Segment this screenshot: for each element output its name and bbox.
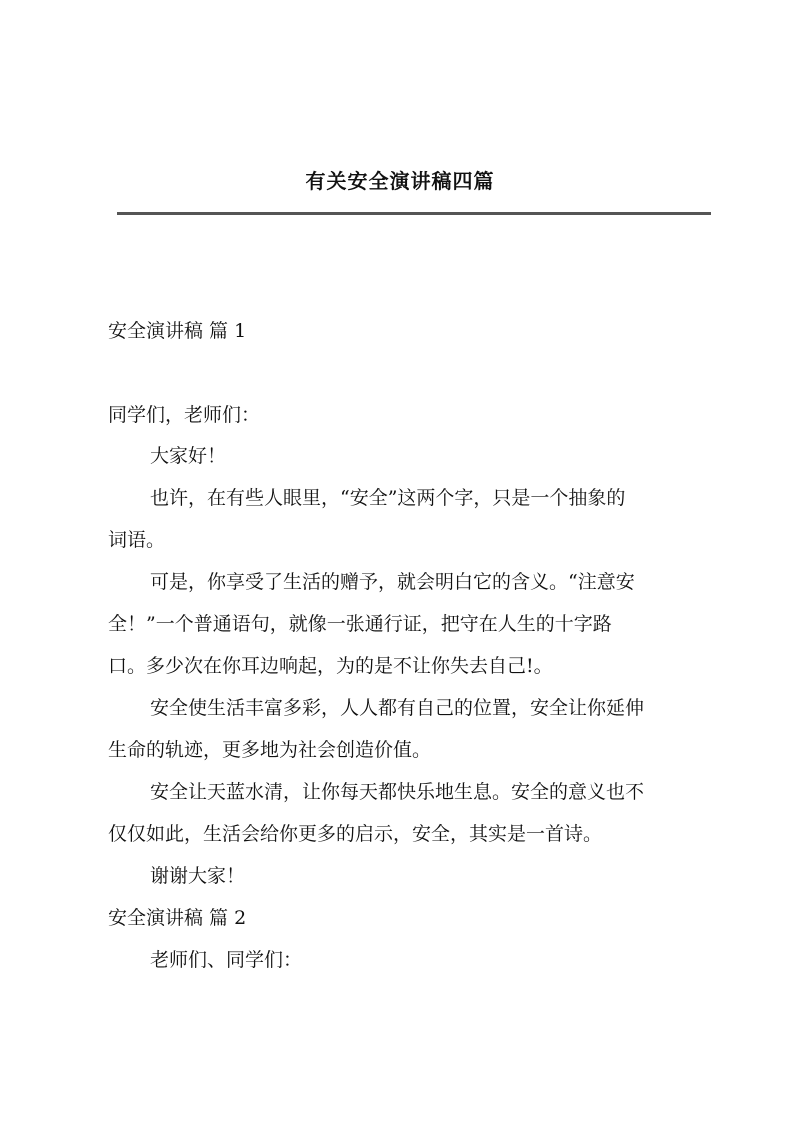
salutation-1: 同学们，老师们： <box>108 404 261 426</box>
section-1-heading: 安全演讲稿 篇 1 <box>108 320 247 342</box>
closing-thanks: 谢谢大家！ <box>150 865 246 887</box>
paragraph-4-line-2: 仅仅如此，生活会给你更多的启示，安全，其实是一首诗。 <box>108 823 603 845</box>
paragraph-2-line-3: 口。多少次在你耳边响起，为的是不让你失去自己!。 <box>108 655 553 677</box>
paragraph-1-line-1: 也许，在有些人眼里，“安全”这两个字，只是一个抽象的 <box>150 487 626 509</box>
title-divider <box>117 212 711 215</box>
paragraph-2-line-2: 全！”一个普通语句，就像一张通行证，把守在人生的十字路 <box>108 613 612 635</box>
paragraph-1-line-2: 词语。 <box>108 529 166 551</box>
paragraph-3-line-2: 生命的轨迹，更多地为社会创造价值。 <box>108 739 432 761</box>
greeting: 大家好！ <box>150 445 227 467</box>
section-2-heading: 安全演讲稿 篇 2 <box>108 907 247 929</box>
paragraph-2-line-1: 可是，你享受了生活的赠予，就会明白它的含义。“注意安 <box>150 571 635 593</box>
salutation-2: 老师们、同学们： <box>150 949 303 971</box>
document-title: 有关安全演讲稿四篇 <box>305 169 495 193</box>
paragraph-4-line-1: 安全让天蓝水清，让你每天都快乐地生息。安全的意义也不 <box>150 781 645 803</box>
paragraph-3-line-1: 安全使生活丰富多彩，人人都有自己的位置，安全让你延伸 <box>150 697 645 719</box>
